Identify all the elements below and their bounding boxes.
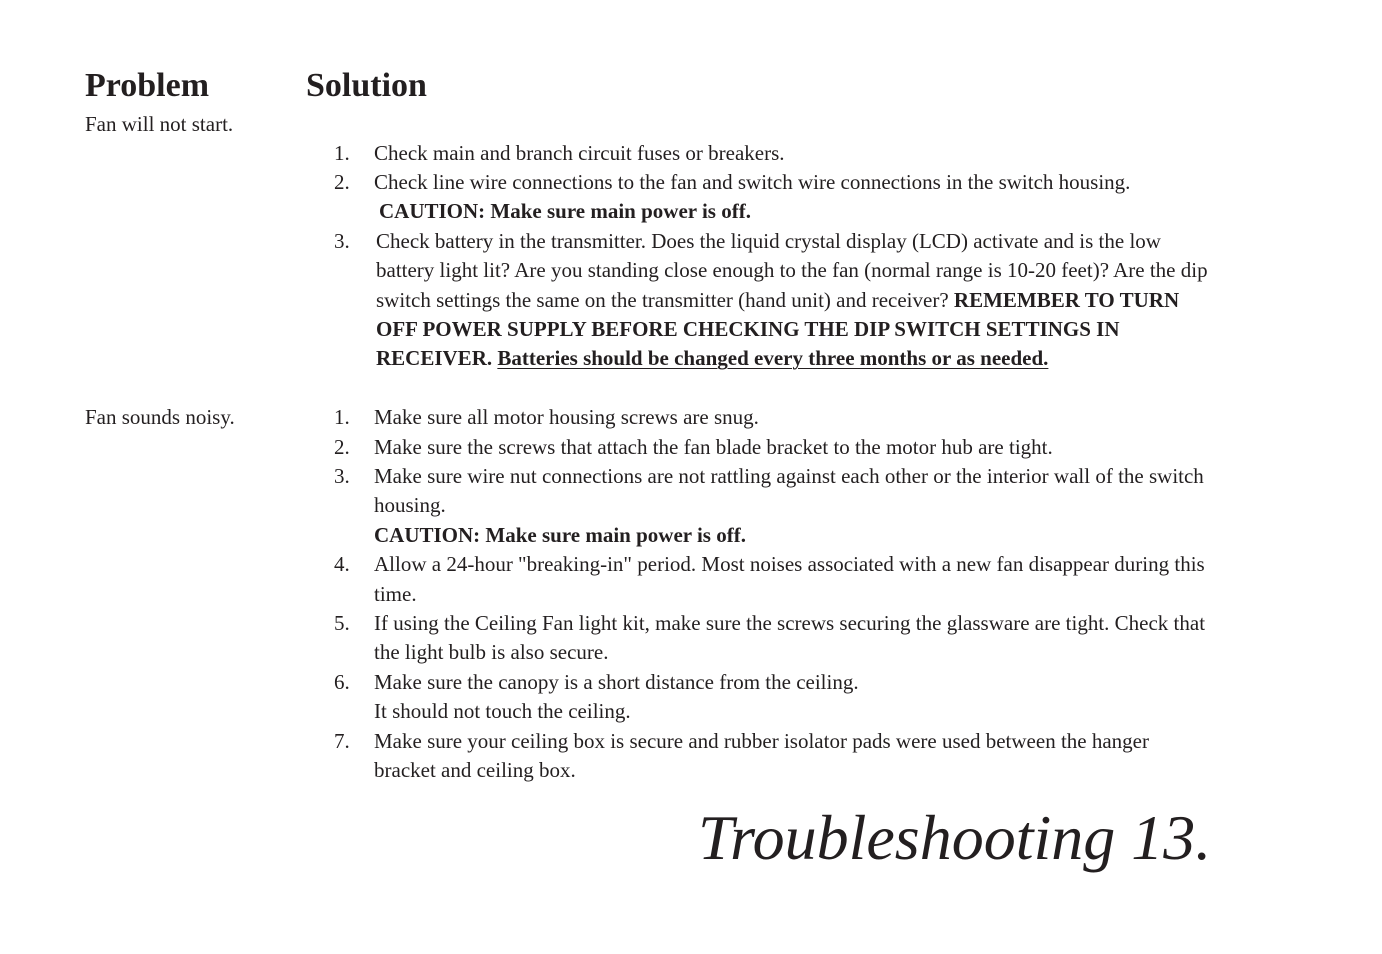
page-title-footer: Troubleshooting 13. <box>698 802 1212 873</box>
problem-label: Fan sounds noisy. <box>85 405 235 429</box>
solution-item-text: Check battery in the transmitter. Does the liquid crystal display (LCD) activate and is the low <box>376 229 1161 253</box>
warning-text: OFF POWER SUPPLY BEFORE CHECKING THE DIP SWITCH SETTINGS IN <box>376 317 1120 341</box>
caution-note: CAUTION: Make sure main power is off. <box>379 199 751 223</box>
battery-note: Batteries should be changed every three months or as needed. <box>497 346 1049 370</box>
solution-item-text: time. <box>374 582 417 606</box>
caution-note: CAUTION: Make sure main power is off. <box>374 523 746 547</box>
solution-item-number: 2. <box>334 435 350 459</box>
problem-label: Fan will not start. <box>85 112 234 136</box>
warning-text: RECEIVER. <box>376 346 493 370</box>
problem-header: Problem <box>85 67 210 104</box>
solution-item-text: Allow a 24-hour "breaking-in" period. Most noises associated with a new fan disappear during this <box>374 552 1205 576</box>
solution-item-number: 1. <box>334 141 350 165</box>
solution-item-number: 5. <box>334 611 350 635</box>
solution-item-number: 2. <box>334 170 350 194</box>
solution-item-text: battery light lit? Are you standing close enough to the fan (normal range is 10-20 feet)? Are the dip <box>376 258 1208 282</box>
solution-item-text: bracket and ceiling box. <box>374 758 576 782</box>
solution-item-text: Make sure the screws that attach the fan blade bracket to the motor hub are tight. <box>374 435 1053 459</box>
solution-item-text: the light bulb is also secure. <box>374 640 609 664</box>
solution-item-text: Check main and branch circuit fuses or breakers. <box>374 141 785 165</box>
solution-item-number: 6. <box>334 670 350 694</box>
solution-item-text: Make sure the canopy is a short distance from the ceiling. <box>374 670 859 694</box>
solution-item-text: Make sure your ceiling box is secure and rubber isolator pads were used between the hanger <box>374 729 1149 753</box>
solution-item-text: Make sure all motor housing screws are snug. <box>374 405 759 429</box>
solution-item-number: 1. <box>334 405 350 429</box>
solution-item-text: housing. <box>374 493 446 517</box>
solution-item-number: 3. <box>334 229 350 253</box>
solution-item-text: Make sure wire nut connections are not rattling against each other or the interior wall of the switch <box>374 464 1204 488</box>
warning-text: REMEMBER TO TURN <box>953 288 1180 312</box>
solution-item-text: If using the Ceiling Fan light kit, make sure the screws securing the glassware are tight. Check that <box>374 611 1206 635</box>
solution-item-number: 7. <box>334 729 350 753</box>
solution-header: Solution <box>306 67 427 104</box>
solution-item-text <box>376 348 1048 369</box>
solution-item-number: 3. <box>334 464 350 488</box>
solution-item-text: Check line wire connections to the fan and switch wire connections in the switch housing. <box>374 170 1131 194</box>
solution-item-text <box>376 290 1179 311</box>
solution-item-text: It should not touch the ceiling. <box>374 699 631 723</box>
solution-item-text-plain: switch settings the same on the transmitter (hand unit) and receiver? <box>376 288 954 312</box>
solution-item-number: 4. <box>334 552 350 576</box>
